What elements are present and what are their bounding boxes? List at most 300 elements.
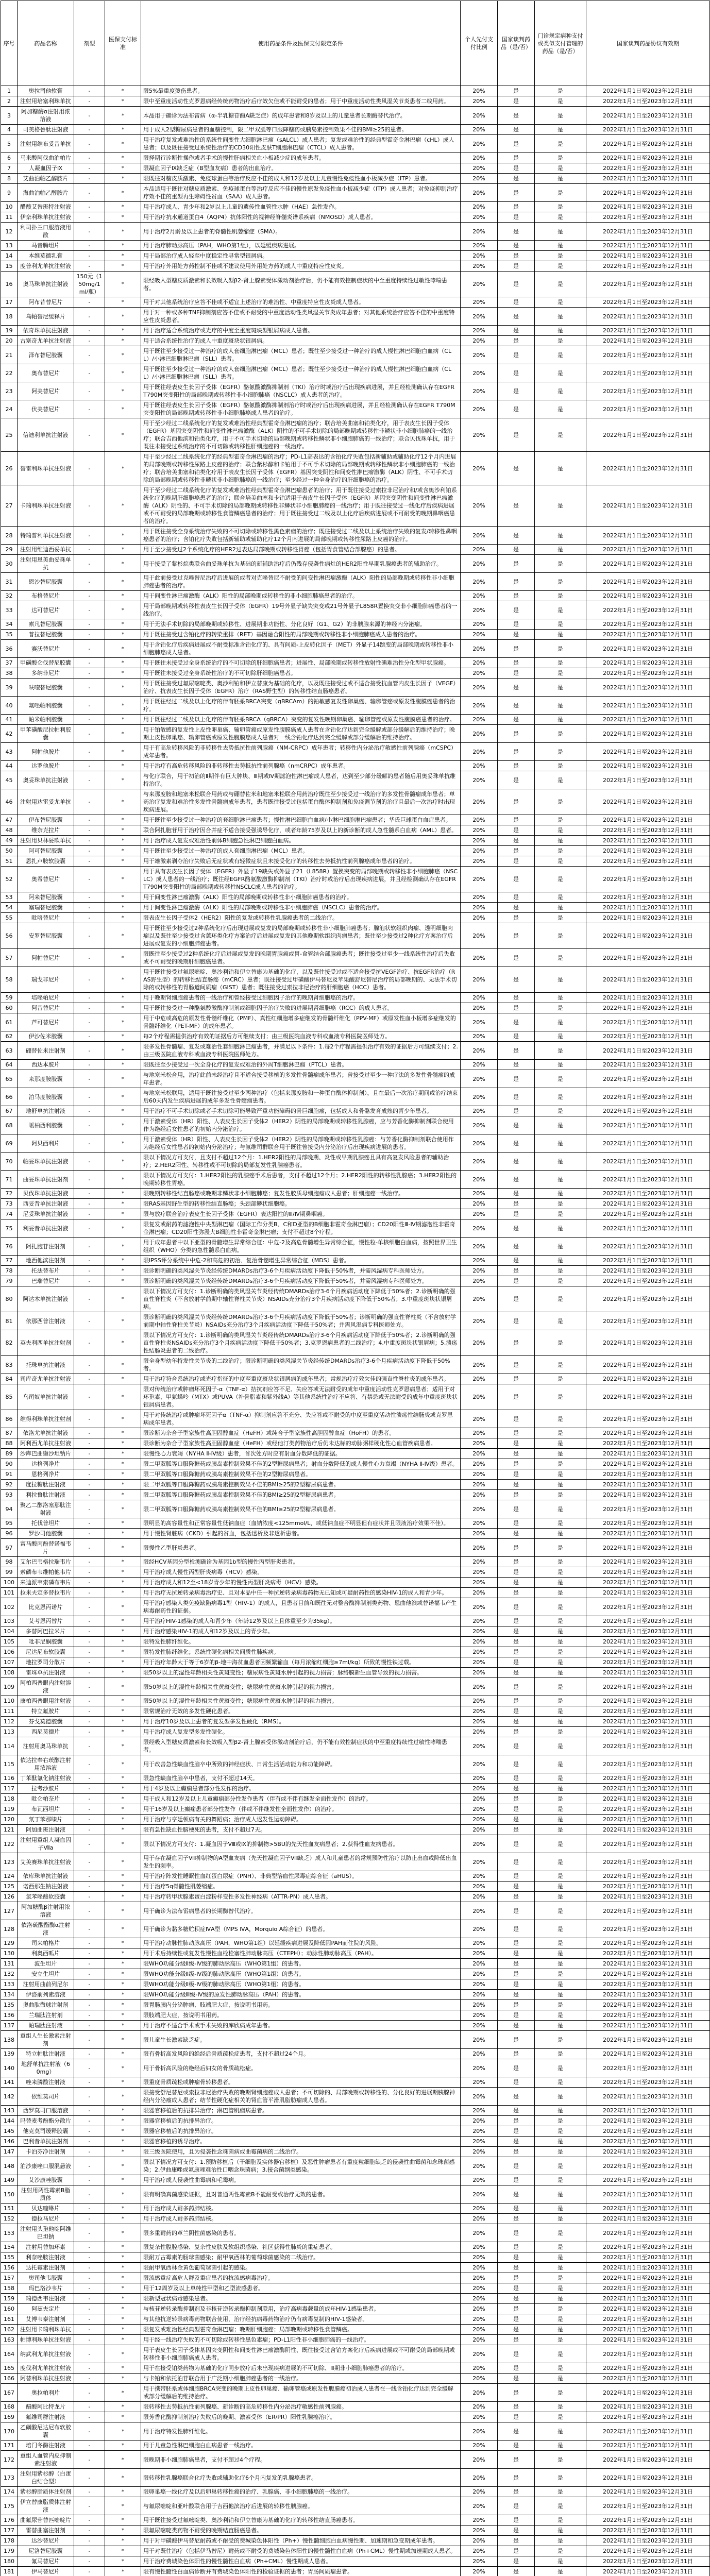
- cell-dosage-form: -: [74, 1134, 105, 1153]
- cell-drug-name: 沙库巴曲缬沙坦钠片: [18, 1449, 74, 1459]
- cell-agreement-period: 2022年1月1日至2023年12月31日: [586, 725, 710, 743]
- cell-drug-name: 艾美赛珠单抗注射液: [18, 1853, 74, 1871]
- cell-agreement-period: 2022年1月1日至2023年12月31日: [586, 1500, 710, 1518]
- cell-dosage-form: -: [74, 1518, 105, 1529]
- cell-agreement-period: 2022年1月1日至2023年12月31日: [586, 1647, 710, 1657]
- table-row: [1, 336, 710, 346]
- cell-conditions: 限择期行诊断性操作或者手术的慢性肝病相关血小板减少症的成年患者。: [141, 153, 461, 163]
- table-row: [1, 771, 710, 789]
- cell-outpatient-disease: 是: [535, 308, 586, 326]
- cell-negotiated: 是: [498, 1938, 535, 1948]
- cell-negotiated: 是: [498, 836, 535, 846]
- cell-self-pay-ratio: 20%: [461, 2126, 498, 2137]
- cell-negotiated: 是: [498, 1459, 535, 1469]
- cell-negotiated: 是: [498, 1784, 535, 1794]
- cell-self-pay-ratio: 20%: [461, 2335, 498, 2345]
- cell-self-pay-ratio: 20%: [461, 2363, 498, 2374]
- cell-index: 119: [1, 1804, 18, 1815]
- cell-negotiated: 是: [498, 223, 535, 241]
- cell-index: 132: [1, 1969, 18, 1979]
- table-row: [1, 1578, 710, 1588]
- cell-conditions: 限有骨折高发风险的绝经后骨质疏松症患者，支付不超过24个月。: [141, 2049, 461, 2059]
- cell-self-pay-ratio: 20%: [461, 1529, 498, 1539]
- table-row: [1, 630, 710, 640]
- cell-conditions: 限与放疗联合治疗表皮生长因子受体（EGFR）表达阳性的Ⅲ/Ⅳ期鼻咽癌。: [141, 1209, 461, 1219]
- table-row: [1, 2567, 710, 2576]
- cell-agreement-period: 2022年1月1日至2023年12月31日: [586, 2273, 710, 2283]
- cell-agreement-period: 2022年1月1日至2023年12月31日: [586, 923, 710, 949]
- table-row: [1, 418, 710, 452]
- cell-agreement-period: 2022年1月1日至2023年12月31日: [586, 1438, 710, 1449]
- cell-drug-name: 拉考沙胺片: [18, 1784, 74, 1794]
- cell-payment-standard: *: [105, 967, 141, 993]
- cell-negotiated: 是: [498, 1902, 535, 1920]
- cell-dosage-form: -: [74, 1657, 105, 1668]
- cell-negotiated: 是: [498, 1959, 535, 1969]
- cell-drug-name: 芬戈莫德胶囊: [18, 1717, 74, 1727]
- table-row: [1, 1116, 710, 1134]
- cell-dosage-form: -: [74, 1276, 105, 1286]
- cell-outpatient-disease: 是: [535, 2546, 586, 2556]
- cell-self-pay-ratio: 20%: [461, 1626, 498, 1637]
- cell-self-pay-ratio: 20%: [461, 743, 498, 761]
- table-row: [1, 2021, 710, 2031]
- cell-negotiated: 是: [498, 2106, 535, 2116]
- cell-conditions: 限器官移植后的抗排异治疗；淋巴管肌瘤病患者。: [141, 2106, 461, 2116]
- cell-self-pay-ratio: 20%: [461, 1794, 498, 1804]
- cell-outpatient-disease: 是: [535, 923, 586, 949]
- cell-agreement-period: 2022年1月1日至2023年12月31日: [586, 545, 710, 555]
- cell-outpatient-disease: 是: [535, 771, 586, 789]
- cell-outpatient-disease: 是: [535, 1892, 586, 1902]
- cell-index: 83: [1, 1356, 18, 1374]
- cell-agreement-period: 2022年1月1日至2023年12月31日: [586, 1003, 710, 1013]
- cell-agreement-period: 2022年1月1日至2023年12月31日: [586, 2546, 710, 2556]
- cell-negotiated: 是: [498, 1588, 535, 1598]
- cell-payment-standard: *: [105, 1938, 141, 1948]
- cell-outpatient-disease: 是: [535, 1578, 586, 1588]
- table-row: [1, 867, 710, 892]
- cell-payment-standard: *: [105, 1013, 141, 1031]
- cell-payment-standard: *: [105, 1804, 141, 1815]
- cell-dosage-form: -: [74, 2077, 105, 2088]
- cell-agreement-period: 2022年1月1日至2023年12月31日: [586, 2556, 710, 2567]
- header-agreement-period: 国家谈判药品协议有效期: [586, 1, 710, 86]
- cell-self-pay-ratio: 20%: [461, 640, 498, 658]
- cell-self-pay-ratio: 20%: [461, 1637, 498, 1647]
- cell-self-pay-ratio: 20%: [461, 1384, 498, 1410]
- cell-outpatient-disease: 是: [535, 2556, 586, 2567]
- cell-payment-standard: *: [105, 364, 141, 382]
- cell-drug-name: 醋酸阿比特龙片: [18, 2402, 74, 2412]
- cell-agreement-period: 2022年1月1日至2023年12月31日: [586, 1678, 710, 1696]
- cell-agreement-period: 2022年1月1日至2023年12月31日: [586, 1153, 710, 1171]
- cell-dosage-form: -: [74, 1070, 105, 1088]
- cell-agreement-period: 2022年1月1日至2023年12月31日: [586, 452, 710, 485]
- cell-negotiated: 是: [498, 715, 535, 725]
- cell-payment-standard: *: [105, 1199, 141, 1209]
- cell-index: 74: [1, 1209, 18, 1219]
- table-row: [1, 326, 710, 336]
- cell-index: 174: [1, 2487, 18, 2497]
- cell-outpatient-disease: 是: [535, 1238, 586, 1256]
- cell-index: 165: [1, 2363, 18, 2374]
- cell-drug-name: 阿可替尼胶囊: [18, 846, 74, 856]
- cell-self-pay-ratio: 20%: [461, 619, 498, 630]
- table-row: [1, 1539, 710, 1557]
- cell-index: 163: [1, 2335, 18, 2345]
- cell-negotiated: 是: [498, 761, 535, 771]
- cell-self-pay-ratio: 20%: [461, 2214, 498, 2224]
- cell-conditions: 用于治疗成人耐多药肺结核。: [141, 2204, 461, 2214]
- cell-dosage-form: -: [74, 96, 105, 107]
- cell-outpatient-disease: 是: [535, 107, 586, 125]
- cell-conditions: 限慢性乙型肝炎患者。: [141, 1539, 461, 1557]
- header-outpatient-disease: 门诊规定病种支付或类似支付管理的药品（是/否）: [535, 1, 586, 86]
- cell-drug-name: 帕米帕利胶囊: [18, 715, 74, 725]
- cell-index: 141: [1, 2077, 18, 2088]
- cell-index: 63: [1, 1042, 18, 1060]
- cell-dosage-form: -: [74, 1882, 105, 1892]
- cell-payment-standard: *: [105, 96, 141, 107]
- cell-negotiated: 是: [498, 668, 535, 679]
- table-row: [1, 382, 710, 400]
- cell-self-pay-ratio: 20%: [461, 174, 498, 184]
- cell-drug-name: 海曲泊帕乙醇胺片: [18, 184, 74, 202]
- cell-payment-standard: *: [105, 135, 141, 153]
- cell-outpatient-disease: 是: [535, 1529, 586, 1539]
- cell-negotiated: 是: [498, 2374, 535, 2384]
- cell-self-pay-ratio: 20%: [461, 1116, 498, 1134]
- cell-dosage-form: -: [74, 2252, 105, 2263]
- cell-negotiated: 是: [498, 2126, 535, 2137]
- cell-index: 99: [1, 1567, 18, 1578]
- cell-outpatient-disease: 是: [535, 2204, 586, 2214]
- cell-dosage-form: -: [74, 184, 105, 202]
- cell-index: 113: [1, 1727, 18, 1737]
- cell-self-pay-ratio: 20%: [461, 1567, 498, 1578]
- cell-agreement-period: 2022年1月1日至2023年12月31日: [586, 1219, 710, 1238]
- cell-drug-name: 奥拉帕利片: [18, 2384, 74, 2402]
- table-row: [1, 223, 710, 241]
- cell-self-pay-ratio: 20%: [461, 212, 498, 223]
- cell-negotiated: 是: [498, 2242, 535, 2252]
- cell-dosage-form: -: [74, 1668, 105, 1678]
- table-row: [1, 1959, 710, 1969]
- cell-self-pay-ratio: 20%: [461, 2137, 498, 2147]
- cell-conditions: 限50岁以上的湿性年龄相关性黄斑变性；糖尿病性黄斑水肿引起的视力损害；脉络膜新生血管导致的视力损害。: [141, 1668, 461, 1678]
- cell-outpatient-disease: 是: [535, 545, 586, 555]
- cell-negotiated: 是: [498, 2031, 535, 2049]
- cell-payment-standard: *: [105, 107, 141, 125]
- table-row: [1, 555, 710, 573]
- cell-conditions: 限氟尿嘧啶类药物不耐受的晚期结直肠癌患者。: [141, 2526, 461, 2536]
- cell-negotiated: 是: [498, 1256, 535, 1266]
- cell-agreement-period: 2022年1月1日至2023年12月31日: [586, 418, 710, 452]
- cell-drug-name: 芦可替尼片: [18, 1013, 74, 1031]
- cell-dosage-form: -: [74, 1557, 105, 1567]
- cell-outpatient-disease: 是: [535, 2157, 586, 2175]
- cell-conditions: 限器官移植的诱导治疗。: [141, 2137, 461, 2147]
- cell-negotiated: 是: [498, 1773, 535, 1784]
- cell-dosage-form: -: [74, 2304, 105, 2314]
- cell-index: 115: [1, 1755, 18, 1773]
- cell-agreement-period: 2022年1月1日至2023年12月31日: [586, 184, 710, 202]
- cell-agreement-period: 2022年1月1日至2023年12月31日: [586, 2374, 710, 2384]
- cell-dosage-form: -: [74, 1706, 105, 1717]
- cell-conditions: 用于间变性淋巴瘤激酶（ALK）阳性的局部晚期或转移性非小细胞肺癌（NSCLC）患者的治疗。: [141, 903, 461, 913]
- cell-dosage-form: -: [74, 1626, 105, 1637]
- cell-index: 31: [1, 573, 18, 591]
- table-row: [1, 2185, 710, 2204]
- cell-payment-standard: *: [105, 1825, 141, 1835]
- cell-agreement-period: 2022年1月1日至2023年12月31日: [586, 346, 710, 364]
- cell-payment-standard: *: [105, 1784, 141, 1794]
- cell-self-pay-ratio: 20%: [461, 2546, 498, 2556]
- cell-agreement-period: 2022年1月1日至2023年12月31日: [586, 1469, 710, 1480]
- cell-self-pay-ratio: 20%: [461, 2088, 498, 2106]
- cell-drug-name: 呋喹替尼胶囊: [18, 679, 74, 697]
- cell-conditions: 用于既往经过二线及以上化疗的伴有胚系BRCA（gBRCA）突变的复发性晚期卵巢癌、输卵管癌或原发性腹膜癌患者的治疗。: [141, 715, 461, 725]
- cell-drug-name: 奥司他韦胶囊: [18, 2273, 74, 2283]
- table-row: [1, 1696, 710, 1706]
- cell-negotiated: 是: [498, 1668, 535, 1678]
- cell-conditions: 限经HCV基因分型检测确诊为基因1b型的慢性丙型肝炎患者。: [141, 1557, 461, 1567]
- table-row: [1, 1598, 710, 1616]
- cell-negotiated: 是: [498, 1060, 535, 1070]
- cell-outpatient-disease: 是: [535, 1042, 586, 1060]
- cell-index: 47: [1, 815, 18, 825]
- cell-payment-standard: *: [105, 1356, 141, 1374]
- cell-self-pay-ratio: 20%: [461, 825, 498, 836]
- cell-agreement-period: 2022年1月1日至2023年12月31日: [586, 2157, 710, 2175]
- cell-agreement-period: 2022年1月1日至2023年12月31日: [586, 789, 710, 815]
- table-row: [1, 485, 710, 527]
- cell-payment-standard: *: [105, 1286, 141, 1312]
- cell-outpatient-disease: 是: [535, 2304, 586, 2314]
- cell-drug-name: 西妥昔单抗注射液: [18, 1199, 74, 1209]
- cell-negotiated: 是: [498, 2000, 535, 2010]
- cell-drug-name: 巴利昔单抗注射剂: [18, 2137, 74, 2147]
- cell-agreement-period: 2022年1月1日至2023年12月31日: [586, 555, 710, 573]
- header-drug-name: 药品名称: [18, 1, 74, 86]
- cell-payment-standard: *: [105, 1616, 141, 1626]
- cell-self-pay-ratio: 20%: [461, 867, 498, 892]
- cell-dosage-form: -: [74, 1598, 105, 1616]
- cell-dosage-form: -: [74, 1567, 105, 1578]
- cell-conditions: 限中至重度活动性克罗恩病经传统药物治疗后疗效欠佳或不能耐受的患者；用于中重度活动性类风湿关节炎患者二线用药。: [141, 96, 461, 107]
- cell-self-pay-ratio: 20%: [461, 2049, 498, 2059]
- cell-conditions: 用于既往至少接受过一种治疗的成人套细胞淋巴瘤（MCL）患者。: [141, 846, 461, 856]
- cell-drug-name: 帕妥珠单抗注射液: [18, 1153, 74, 1171]
- cell-payment-standard: *: [105, 153, 141, 163]
- cell-negotiated: 是: [498, 1637, 535, 1647]
- cell-negotiated: 是: [498, 2273, 535, 2283]
- cell-index: 35: [1, 630, 18, 640]
- cell-self-pay-ratio: 20%: [461, 601, 498, 619]
- cell-index: 55: [1, 913, 18, 923]
- cell-conditions: 限耐甲氧西林金黄色葡萄球菌引起的感染。: [141, 2263, 461, 2273]
- cell-conditions: 限诊断明确的类风湿关节炎经传统DMARDs治疗3-6个月疾病活动度下降低于50%者，并需风湿病专科医师处方。: [141, 1266, 461, 1276]
- cell-payment-standard: *: [105, 1588, 141, 1598]
- cell-drug-name: 贝伐珠单抗注射液: [18, 1189, 74, 1199]
- cell-outpatient-disease: 是: [535, 913, 586, 923]
- table-row: [1, 761, 710, 771]
- cell-negotiated: 是: [498, 1657, 535, 1668]
- cell-agreement-period: 2022年1月1日至2023年12月31日: [586, 825, 710, 836]
- cell-negotiated: 是: [498, 1276, 535, 1286]
- cell-drug-name: 阿帕替尼片: [18, 949, 74, 967]
- cell-negotiated: 是: [498, 1616, 535, 1626]
- cell-agreement-period: 2022年1月1日至2023年12月31日: [586, 2010, 710, 2021]
- cell-conditions: 用于16岁及以上癫痫患者部分性发作（伴或不伴继发性全面性发作）的治疗。: [141, 1804, 461, 1815]
- cell-negotiated: 是: [498, 2263, 535, 2273]
- cell-conditions: 限全身型幼年特发性关节炎的二线治疗；限诊断明确的类风湿关节炎经传统DMARDs治疗3-6个月疾病活动度下降低于50%者。: [141, 1356, 461, 1374]
- cell-agreement-period: 2022年1月1日至2023年12月31日: [586, 1060, 710, 1070]
- cell-conditions: 限二甲双胍等口服降糖药或胰岛素控制效果不佳的2型糖尿病患者。: [141, 1469, 461, 1480]
- cell-drug-name: 帕瑞肽注射液: [18, 2021, 74, 2031]
- cell-conditions: 用于对传统治疗或肿瘤坏死因子α（TNF-α）抑制剂应答不充分、失应答或不耐受的中度至重度活动性溃疡性结肠炎或克罗恩病成年患者。: [141, 1410, 461, 1428]
- cell-agreement-period: 2022年1月1日至2023年12月31日: [586, 993, 710, 1003]
- cell-agreement-period: 2022年1月1日至2023年12月31日: [586, 1256, 710, 1266]
- table-row: [1, 1356, 710, 1374]
- cell-negotiated: 是: [498, 364, 535, 382]
- table-row: [1, 2556, 710, 2567]
- cell-drug-name: 依库珠单抗注射液: [18, 1871, 74, 1882]
- cell-index: 125: [1, 1882, 18, 1892]
- cell-drug-name: 特立氟胺片: [18, 1706, 74, 1717]
- cell-negotiated: 是: [498, 212, 535, 223]
- table-row: [1, 1626, 710, 1637]
- cell-payment-standard: *: [105, 485, 141, 527]
- table-row: [1, 2088, 710, 2106]
- cell-negotiated: 是: [498, 2567, 535, 2576]
- cell-self-pay-ratio: 20%: [461, 1286, 498, 1312]
- cell-conditions: 用于此前接受过克唑替尼治疗后进展的或者对克唑替尼不耐受的间变性淋巴瘤激酶（ALK）阳性的局部晚期或转移性非小细胞肺癌患者的治疗。: [141, 573, 461, 591]
- cell-dosage-form: -: [74, 993, 105, 1003]
- cell-drug-name: 罗沙司他胶囊: [18, 1529, 74, 1539]
- cell-index: 37: [1, 658, 18, 668]
- cell-outpatient-disease: 是: [535, 452, 586, 485]
- cell-dosage-form: -: [74, 1266, 105, 1276]
- cell-conditions: 限明显的高容量性和正常容量性低钠血症（血钠浓度<125mmol/L，或低钠血症不明显但有症状并且限液治疗效果不佳）。: [141, 1518, 461, 1529]
- cell-negotiated: 是: [498, 1266, 535, 1276]
- cell-drug-name: 达罗他胺片: [18, 761, 74, 771]
- cell-payment-standard: *: [105, 1567, 141, 1578]
- cell-agreement-period: 2022年1月1日至2023年12月31日: [586, 1518, 710, 1529]
- cell-dosage-form: -: [74, 174, 105, 184]
- cell-payment-standard: *: [105, 184, 141, 202]
- cell-conditions: 本品适用于既往对糖皮质激素、免疫球蛋白等治疗反应不佳的慢性原发免疫性血小板减少症（ITP）成人患者；对免疫抑制治疗疗效不佳的重型再生障碍性贫血（SAA）成人患者。: [141, 184, 461, 202]
- cell-self-pay-ratio: 20%: [461, 1153, 498, 1171]
- cell-negotiated: 是: [498, 2363, 535, 2374]
- cell-conditions: 限表皮生长因子受体2（HER2）阳性的复发或转移性乳腺癌患者的二线治疗。: [141, 913, 461, 923]
- cell-conditions: 用于治疗有高危转移风险的非转移性去势抵抗性前列腺癌（nmCRPC）成年患者。: [141, 761, 461, 771]
- cell-outpatient-disease: 是: [535, 1410, 586, 1428]
- cell-negotiated: 是: [498, 272, 535, 297]
- cell-negotiated: 是: [498, 135, 535, 153]
- cell-outpatient-disease: 是: [535, 1755, 586, 1773]
- cell-negotiated: 是: [498, 2469, 535, 2487]
- cell-drug-name: 维奈克拉片: [18, 825, 74, 836]
- cell-index: 30: [1, 555, 18, 573]
- cell-outpatient-disease: 是: [535, 2363, 586, 2374]
- cell-negotiated: 是: [498, 1578, 535, 1588]
- cell-self-pay-ratio: 20%: [461, 1920, 498, 1938]
- cell-drug-name: 尼洛替尼胶囊: [18, 2546, 74, 2556]
- cell-negotiated: 是: [498, 2049, 535, 2059]
- cell-outpatient-disease: 是: [535, 867, 586, 892]
- cell-drug-name: 奥马珠单抗注射液: [18, 272, 74, 297]
- cell-payment-standard: *: [105, 2314, 141, 2325]
- cell-outpatient-disease: 是: [535, 2077, 586, 2088]
- cell-conditions: 与化疗联合，用于初治的Ⅱ期伴有巨大肿块、Ⅲ期或Ⅳ期滤泡性淋巴瘤成人患者，达到至少部分缓解的患者随后用奥妥珠单抗维持治疗。: [141, 771, 461, 789]
- cell-negotiated: 是: [498, 697, 535, 715]
- cell-index: 138: [1, 2031, 18, 2049]
- cell-dosage-form: -: [74, 913, 105, 923]
- cell-payment-standard: *: [105, 1657, 141, 1668]
- cell-index: 181: [1, 2567, 18, 2576]
- cell-outpatient-disease: 是: [535, 1804, 586, 1815]
- cell-dosage-form: -: [74, 967, 105, 993]
- cell-dosage-form: -: [74, 1438, 105, 1449]
- table-row: [1, 184, 710, 202]
- cell-index: 38: [1, 668, 18, 679]
- cell-conditions: 用于局部治疗成人轻至中度稳定性寻常型银屑病。: [141, 251, 461, 261]
- cell-negotiated: 是: [498, 1469, 535, 1480]
- cell-outpatient-disease: 是: [535, 163, 586, 174]
- cell-conditions: 限急性缺血性脑卒中患者，支付不超过14天。: [141, 1773, 461, 1784]
- cell-conditions: 限以下情况方可支付：1.预防移植后（干细胞及实体器官移植）及恶性肿瘤患者有重度粒细胞缺乏的侵袭性曲霉菌和念珠菌感染；2.伊曲康唑或氟康唑难治性口咽念珠菌病；3.接合菌纲类感染。: [141, 2157, 461, 2175]
- cell-conditions: 用于至少接受过2个系统化疗的HER2过表达局部晚期或转移性胃癌（包括胃食管结合部腺癌）的患者。: [141, 545, 461, 555]
- table-row: [1, 1449, 710, 1459]
- cell-drug-name: 氘丁苯那嗪片: [18, 1815, 74, 1825]
- table-row: [1, 241, 710, 251]
- cell-agreement-period: 2022年1月1日至2023年12月31日: [586, 1312, 710, 1330]
- cell-payment-standard: *: [105, 2106, 141, 2116]
- cell-self-pay-ratio: 20%: [461, 1330, 498, 1356]
- cell-agreement-period: 2022年1月1日至2023年12月31日: [586, 1882, 710, 1892]
- cell-payment-standard: *: [105, 2088, 141, 2106]
- cell-negotiated: 是: [498, 1003, 535, 1013]
- cell-outpatient-disease: 是: [535, 2031, 586, 2049]
- cell-agreement-period: 2022年1月1日至2023年12月31日: [586, 1490, 710, 1500]
- cell-self-pay-ratio: 20%: [461, 1969, 498, 1979]
- cell-outpatient-disease: 是: [535, 2137, 586, 2147]
- cell-drug-name: 氯苯唑酸软胶囊: [18, 1892, 74, 1902]
- cell-drug-name: 地舒单抗注射液: [18, 1106, 74, 1116]
- cell-self-pay-ratio: 20%: [461, 1189, 498, 1199]
- cell-dosage-form: -: [74, 903, 105, 913]
- cell-index: 106: [1, 1647, 18, 1657]
- cell-conditions: 用于治疗复发或难治性的系统性间变性大细胞淋巴瘤（sALCL）成人患者；复发或难治性的经典型霍奇金淋巴瘤（cHL）成人患者；以及既往接受过系统性治疗的CD30阳性皮肤T细胞淋巴瘤（CTCL）成人患者。: [141, 135, 461, 153]
- cell-index: 40: [1, 697, 18, 715]
- table-row: [1, 1529, 710, 1539]
- cell-agreement-period: 2022年1月1日至2023年12月31日: [586, 2049, 710, 2059]
- cell-outpatient-disease: 是: [535, 1384, 586, 1410]
- cell-self-pay-ratio: 20%: [461, 2422, 498, 2441]
- cell-payment-standard: *: [105, 2402, 141, 2412]
- cell-outpatient-disease: 是: [535, 2374, 586, 2384]
- cell-negotiated: 是: [498, 1438, 535, 1449]
- cell-outpatient-disease: 是: [535, 1449, 586, 1459]
- cell-dosage-form: -: [74, 2000, 105, 2010]
- cell-conditions: 与来那度胺和地塞米松联合用药或与硼替佐米和地塞米松联合用药治疗既往至少接受过一线治疗的多发性骨髓瘤成年患者；单药治疗复发和难治性多发性骨髓瘤成年患者，患者既往接受过包括蛋白酶体抑制剂和免疫调节剂的治疗且最后一次治疗时出现疾病进展。: [141, 789, 461, 815]
- cell-payment-standard: *: [105, 2273, 141, 2283]
- cell-dosage-form: -: [74, 846, 105, 856]
- cell-dosage-form: -: [74, 1219, 105, 1238]
- table-row: [1, 1060, 710, 1070]
